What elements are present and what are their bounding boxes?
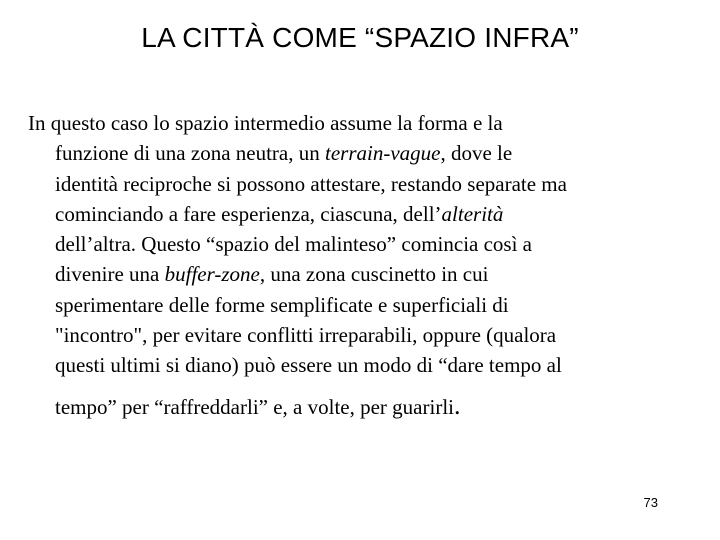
slide-title: LA CITTÀ COME “SPAZIO INFRA” xyxy=(141,22,579,53)
italic-term: alterità xyxy=(441,201,504,226)
line-text: sperimentare delle forme semplificate e superficiali di xyxy=(55,292,509,317)
page-number: 73 xyxy=(643,495,658,510)
line-text: cominciando a fare esperienza, ciascuna, dell’ xyxy=(55,201,442,226)
final-period: . xyxy=(454,390,461,420)
line-text: , dove le xyxy=(440,141,513,166)
line-text: funzione di una zona neutra, un xyxy=(55,141,325,166)
line-text: "incontro", per evitare conflitti irreparabili, oppure (qualora xyxy=(55,323,557,348)
line-text: identità reciproche si possono attestare, restando separate ma xyxy=(55,171,567,196)
line-text: dell’altra. Questo “spazio del malinteso” comincia così a xyxy=(55,232,532,257)
paragraph-line xyxy=(28,259,708,289)
line-text: In questo caso lo spazio intermedio assume la forma e la xyxy=(28,111,503,135)
paragraph-line xyxy=(28,199,708,229)
italic-term: buffer-zone xyxy=(164,262,260,287)
paragraph-line xyxy=(28,350,708,380)
line-text: , una zona cuscinetto in cui xyxy=(259,262,489,287)
paragraph-line xyxy=(28,169,708,199)
italic-term: terrain-vague xyxy=(325,141,441,166)
paragraph-line xyxy=(28,229,708,259)
paragraph-line xyxy=(28,391,708,421)
paragraph-line xyxy=(28,320,708,350)
line-text: divenire una xyxy=(55,262,165,287)
line-text: questi ultimi si diano) può essere un modo di “dare tempo al xyxy=(55,353,562,378)
body-paragraph xyxy=(28,108,708,421)
paragraph-line xyxy=(28,108,708,138)
line-text: tempo” per “raffreddarli” e, a volte, per guarirli xyxy=(55,394,454,419)
paragraph-line xyxy=(28,138,708,168)
paragraph-line xyxy=(28,290,708,320)
